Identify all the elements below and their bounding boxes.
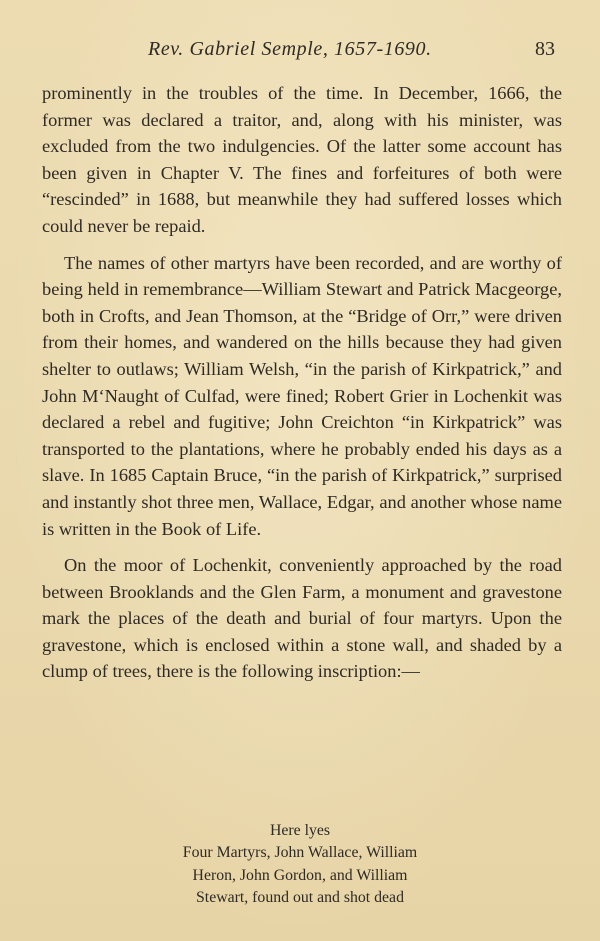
inscription-line: Heron, John Gordon, and William (192, 866, 408, 884)
gravestone-inscription (0, 820, 600, 910)
running-title: Rev. Gabriel Semple, 1657-1690. (148, 38, 432, 60)
body-text (42, 80, 562, 685)
inscription-line: Four Martyrs, John Wallace, William (182, 844, 418, 862)
paragraph-martyrs-names: The names of other martyrs have been recorded, and are worthy of being held in remembrance—William Stewart and Patrick Macgeorge, both in Crofts, and Jean Thomson, at the “Bridge of Orr,” were driven from their homes, and wandered on the hills because they had given shelter to outlaws; William Welsh, “in the parish of Kirkpatrick,” and John M‘Naught of Culfad, were fined; Robert Grier in Lochenkit was declared a rebel and fugitive; John Creichton “in Kirkpatrick” was transported to the plantations, where he probably ended his days as a slave. In 1685 Captain Bruce, “in the parish of Kirkpatrick,” surprised and instantly shot three men, Wallace, Edgar, and another whose name is written in the Book of Life. (42, 252, 562, 539)
page-number: 83 (535, 38, 555, 60)
inscription-line: Stewart, found out and shot dead (196, 889, 404, 907)
paragraph-lochenkit-monument: On the moor of Lochenkit, conveniently approached by the road between Brooklands and the Glen Farm, a monument and gravestone mark the places of the death and burial of four martyrs. Upon the gravestone, which is enclosed within a stone wall, and shaded by a clump of trees, there is the following inscription:— (42, 555, 562, 682)
paragraph-continuation: prominently in the troubles of the time. In December, 1666, the former was declared a traitor, and, along with his minister, was excluded from the two indulgencies. Of the latter some account has been given in Chapter V. The fines and forfeitures of both were “rescinded” in 1688, but meanwhile they had suffered losses which could never be repaid. (42, 83, 562, 236)
running-header (0, 38, 600, 68)
inscription-line: Here lyes (269, 822, 331, 839)
